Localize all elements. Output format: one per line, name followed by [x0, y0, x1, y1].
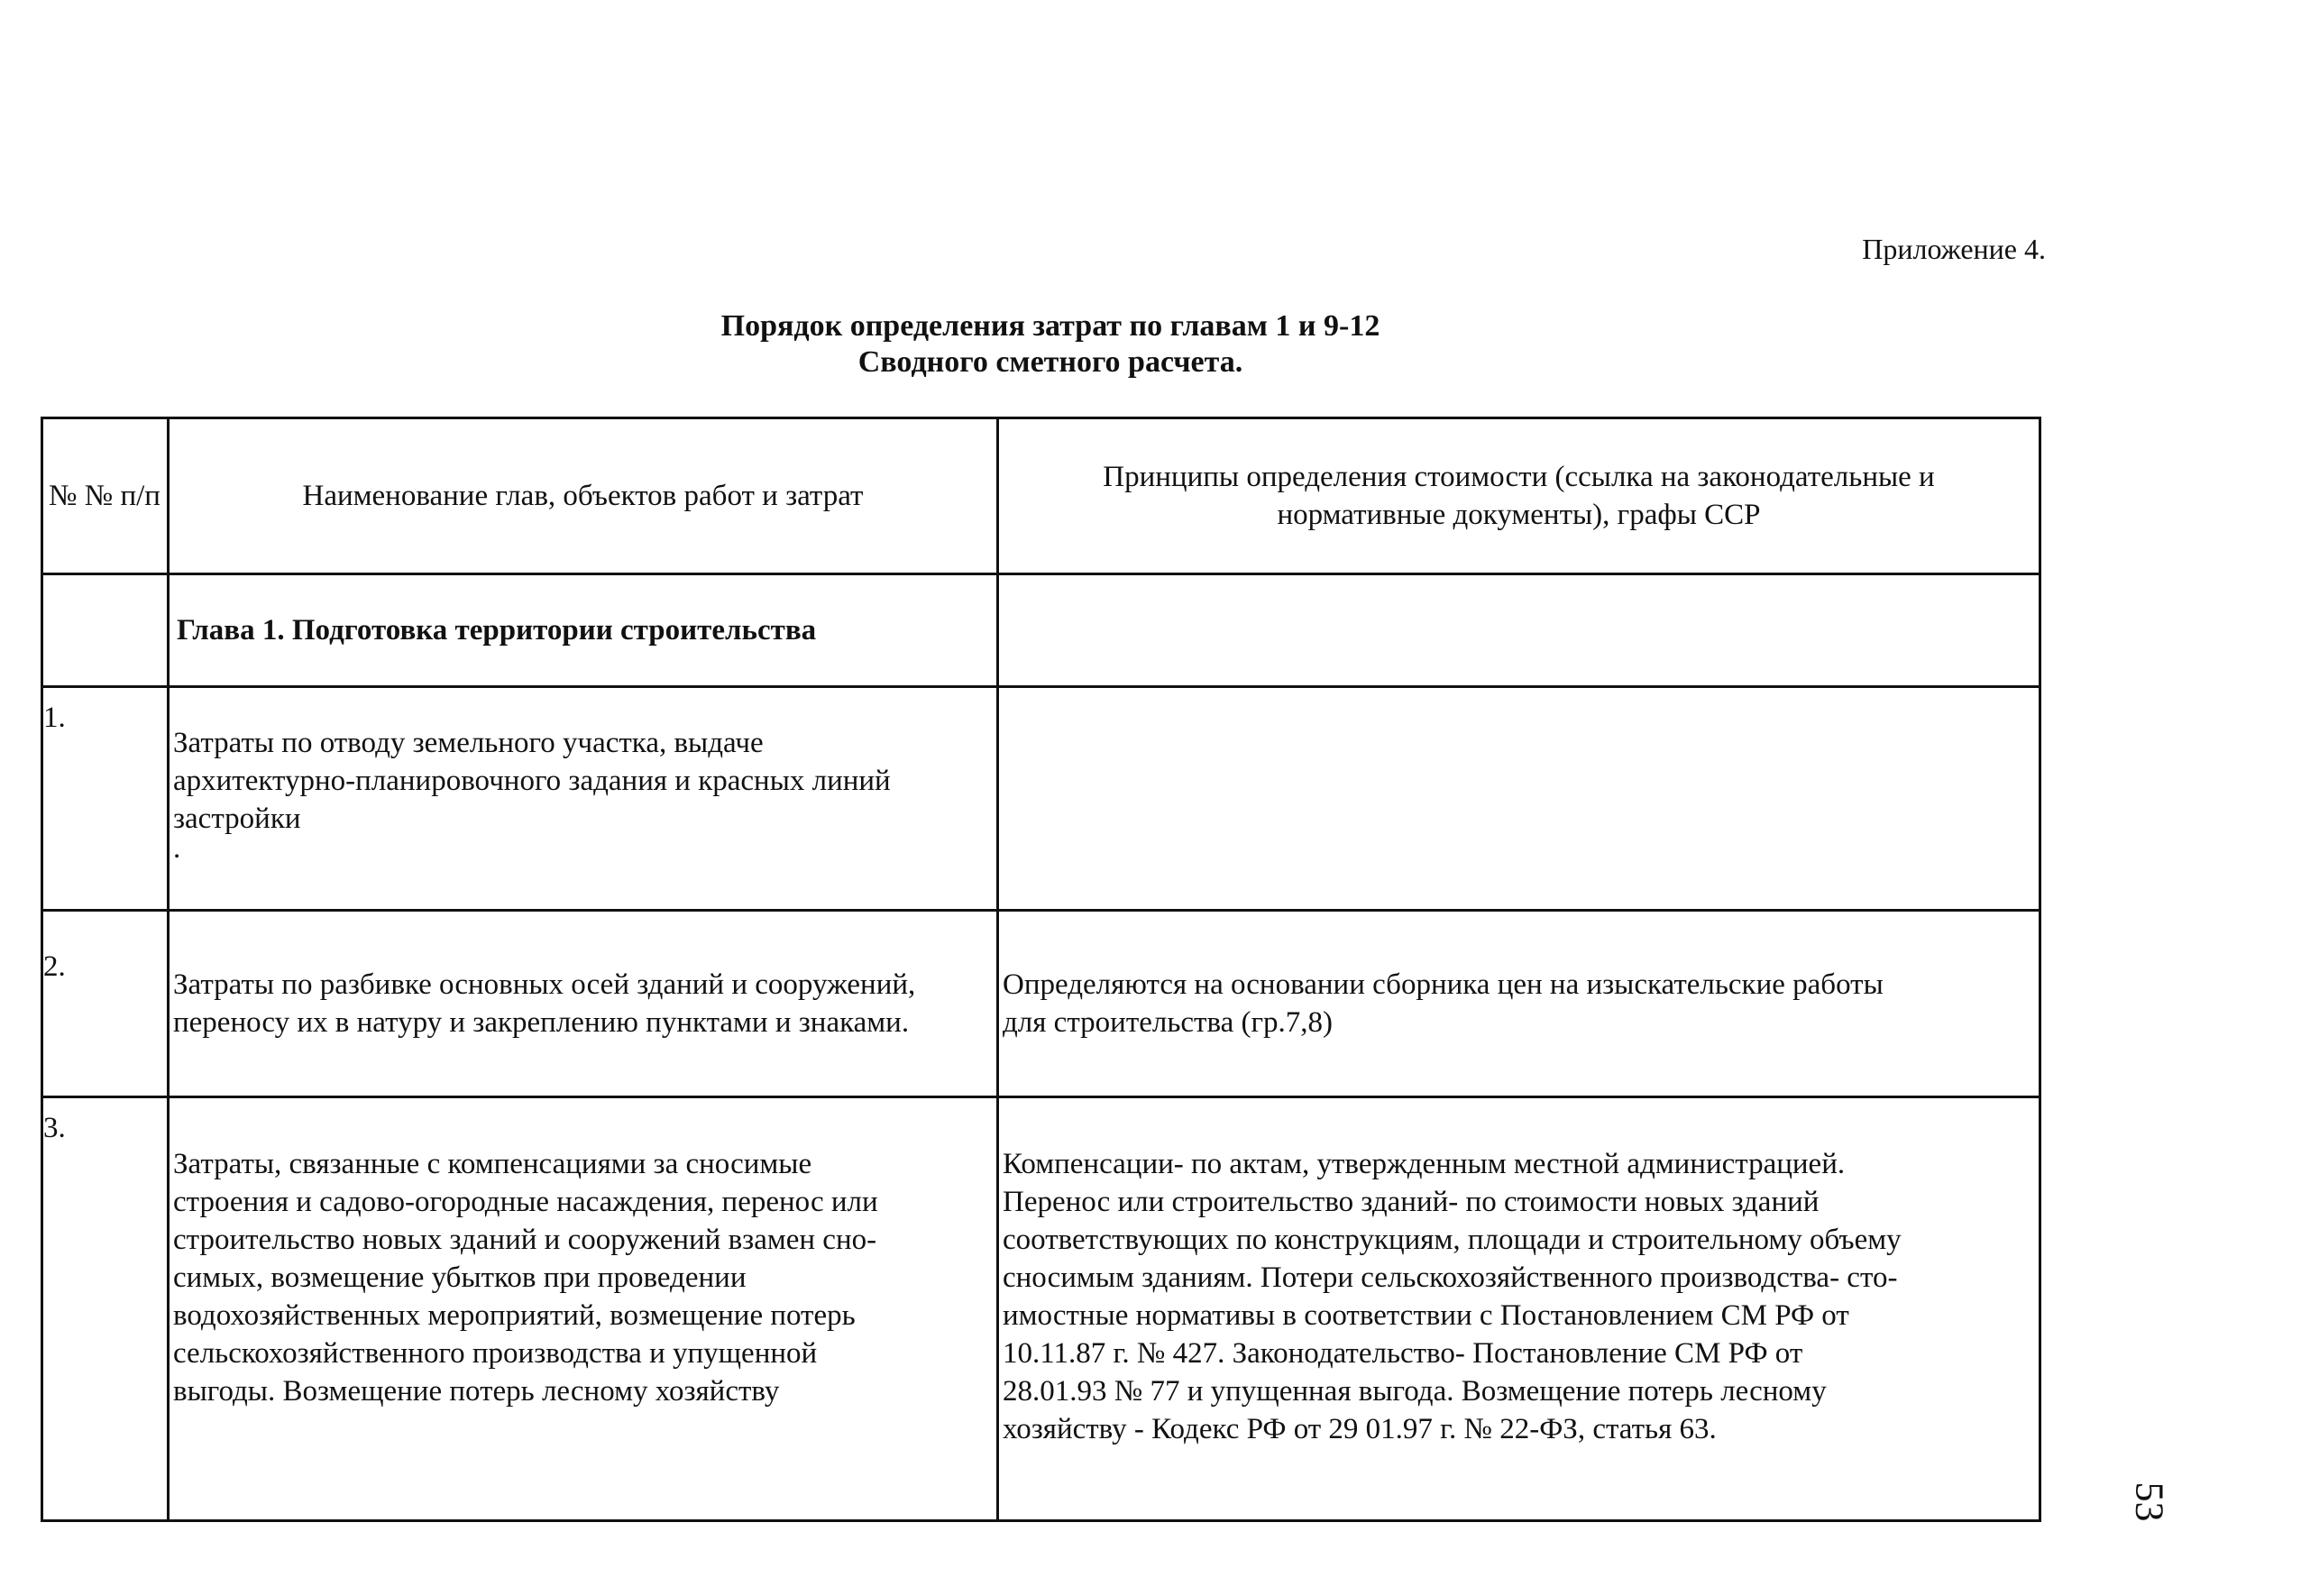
row-extra-mark: .	[173, 832, 181, 865]
table-header-row	[42, 418, 2040, 574]
header-num: № № п/п	[42, 418, 169, 574]
appendix-label: Приложение 4.	[1862, 233, 2046, 265]
row-name: Затраты по разбивке основных осей зданий и сооружений, переносу их в натуру и закреплению пунктами и знаками.	[169, 911, 998, 1097]
header-name: Наименование глав, объектов работ и затрат	[169, 418, 998, 574]
table-row	[42, 687, 2040, 911]
header-principle: Принципы определения стоимости (ссылка на законодательные и нормативные документы), графы ССР	[998, 418, 2040, 574]
page-number: 53	[2127, 1481, 2172, 1522]
row-num: 2.	[42, 911, 169, 1097]
row-principle: Определяются на основании сборника цен на изыскательские работы для строительства (гр.7,8)	[998, 911, 2040, 1097]
title-line-1: Порядок определения затрат по главам 1 и 9-12	[720, 309, 1380, 343]
row-num: 1.	[42, 687, 169, 911]
chapter-principle-cell	[998, 574, 2040, 687]
table-row	[42, 1097, 2040, 1521]
table-row	[42, 911, 2040, 1097]
chapter-title: Глава 1. Подготовка территории строительства	[169, 574, 998, 687]
row-principle	[998, 687, 2040, 911]
chapter-row	[42, 574, 2040, 687]
document-title	[0, 308, 2101, 381]
row-name: Затраты, связанные с компенсациями за сносимые строения и садово-огородные насаждения, перенос или строительство новых зданий и сооружений взамен сно- симых, возмещение убытков при проведении водохозяйственных мероприятий, возмещение потерь сельскохозяйственного производства и упущенной выгоды. Возмещение потерь лесному хозяйству	[169, 1097, 998, 1521]
row-num: 3.	[42, 1097, 169, 1521]
cost-table	[41, 417, 2041, 1522]
row-name: Затраты по отводу земельного участка, выдаче архитектурно-планировочного задания и красных линий застройки .	[169, 687, 998, 911]
title-line-2: Сводного сметного расчета.	[857, 345, 1243, 379]
chapter-num-cell	[42, 574, 169, 687]
row-principle: Компенсации- по актам, утвержденным местной администрацией. Перенос или строительство зданий- по стоимости новых зданий соответствующих по конструкциям, площади и строительному объему сносимым зданиям. Потери сельскохозяйственного производства- сто- имостные нормативы в соответствии с Постановлением СМ РФ от 10.11.87 г. № 427. Законодательство- Постановление СМ РФ от 28.01.93 № 77 и упущенная выгода. Возмещение потерь лесному хозяйству - Кодекс РФ от 29 01.97 г. № 22-ФЗ, статья 63.	[998, 1097, 2040, 1521]
